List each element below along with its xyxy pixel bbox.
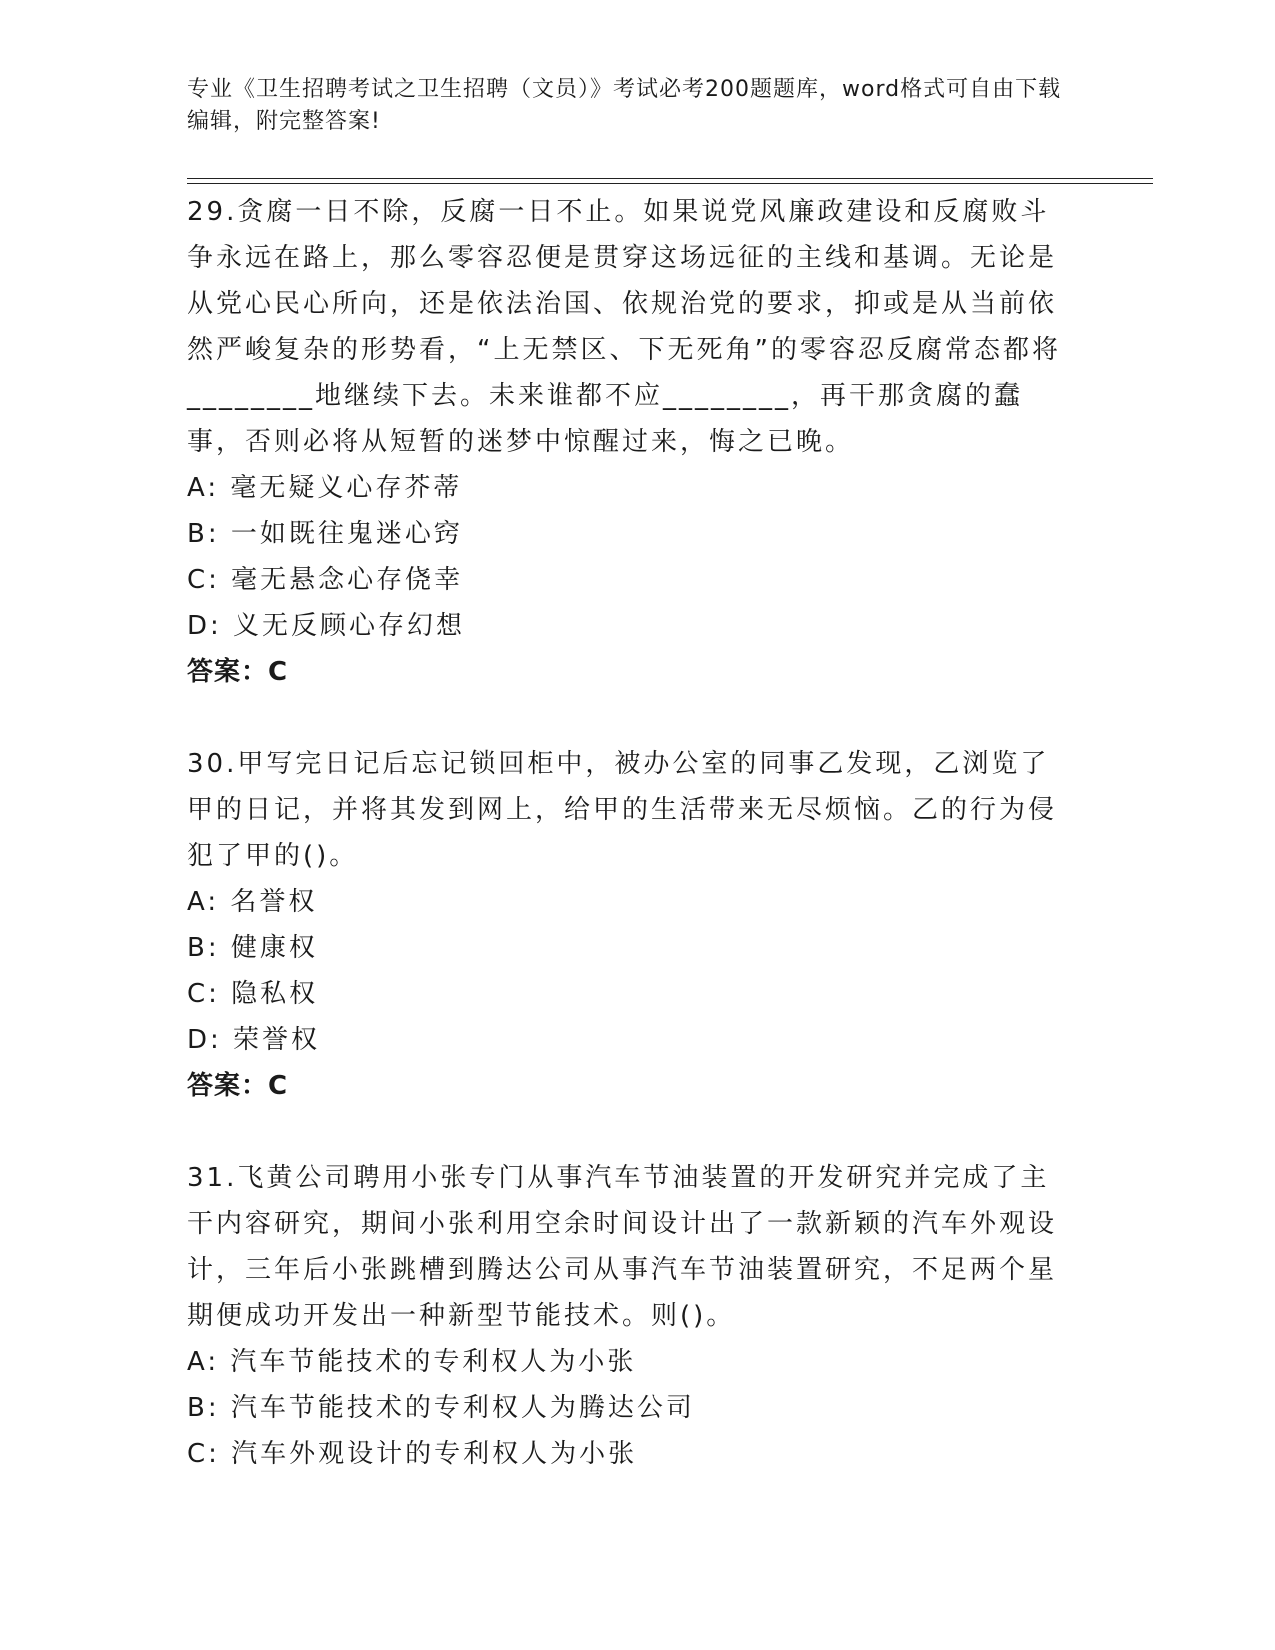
- answer: 答案：C: [187, 1071, 289, 1101]
- option-d: D: 义无反顾心存幻想: [187, 611, 466, 641]
- header-rule-bottom: [187, 183, 1153, 184]
- question-30: [187, 741, 1077, 1109]
- option-d: D: 荣誉权: [187, 1025, 321, 1055]
- document-header: [187, 74, 1067, 138]
- header-rule-top: [187, 178, 1153, 179]
- option-c: C: 汽车外观设计的专利权人为小张: [187, 1439, 638, 1469]
- question-list: [187, 189, 1077, 1477]
- question-text: 29.贪腐一日不除，反腐一日不止。如果说党风廉政建设和反腐败斗争永远在路上，那么零容忍便是贯穿这场远征的主线和基调。无论是从党心民心所向，还是依法治国、依规治党的要求，抑或是从当前依然严峻复杂的形势看，“上无禁区、下无死角”的零容忍反腐常态都将________地继续下去。未来谁都不应________，再干那贪腐的蠢事，否则必将从短暂的迷梦中惊醒过来，悔之已晚。: [187, 197, 1061, 457]
- option-b: B: 一如既往鬼迷心窍: [187, 519, 463, 549]
- question-29: [187, 189, 1077, 695]
- option-c: C: 毫无悬念心存侥幸: [187, 565, 464, 595]
- question-31: [187, 1155, 1077, 1477]
- option-b: B: 健康权: [187, 933, 318, 963]
- option-a: A: 名誉权: [187, 887, 318, 917]
- option-a: A: 汽车节能技术的专利权人为小张: [187, 1347, 637, 1377]
- question-text: 30.甲写完日记后忘记锁回柜中，被办公室的同事乙发现，乙浏览了甲的日记，并将其发到网上，给甲的生活带来无尽烦恼。乙的行为侵犯了甲的()。: [187, 749, 1058, 871]
- option-c: C: 隐私权: [187, 979, 319, 1009]
- answer: 答案：C: [187, 657, 289, 687]
- header-text: 专业《卫生招聘考试之卫生招聘（文员）》考试必考200题题库，word格式可自由下载编辑，附完整答案!: [187, 77, 1062, 134]
- option-b: B: 汽车节能技术的专利权人为腾达公司: [187, 1393, 695, 1423]
- question-text: 31.飞黄公司聘用小张专门从事汽车节油装置的开发研究并完成了主干内容研究，期间小张利用空余时间设计出了一款新颖的汽车外观设计，三年后小张跳槽到腾达公司从事汽车节油装置研究，不足两个星期便成功开发出一种新型节能技术。则()。: [187, 1163, 1058, 1331]
- option-a: A: 毫无疑义心存芥蒂: [187, 473, 463, 503]
